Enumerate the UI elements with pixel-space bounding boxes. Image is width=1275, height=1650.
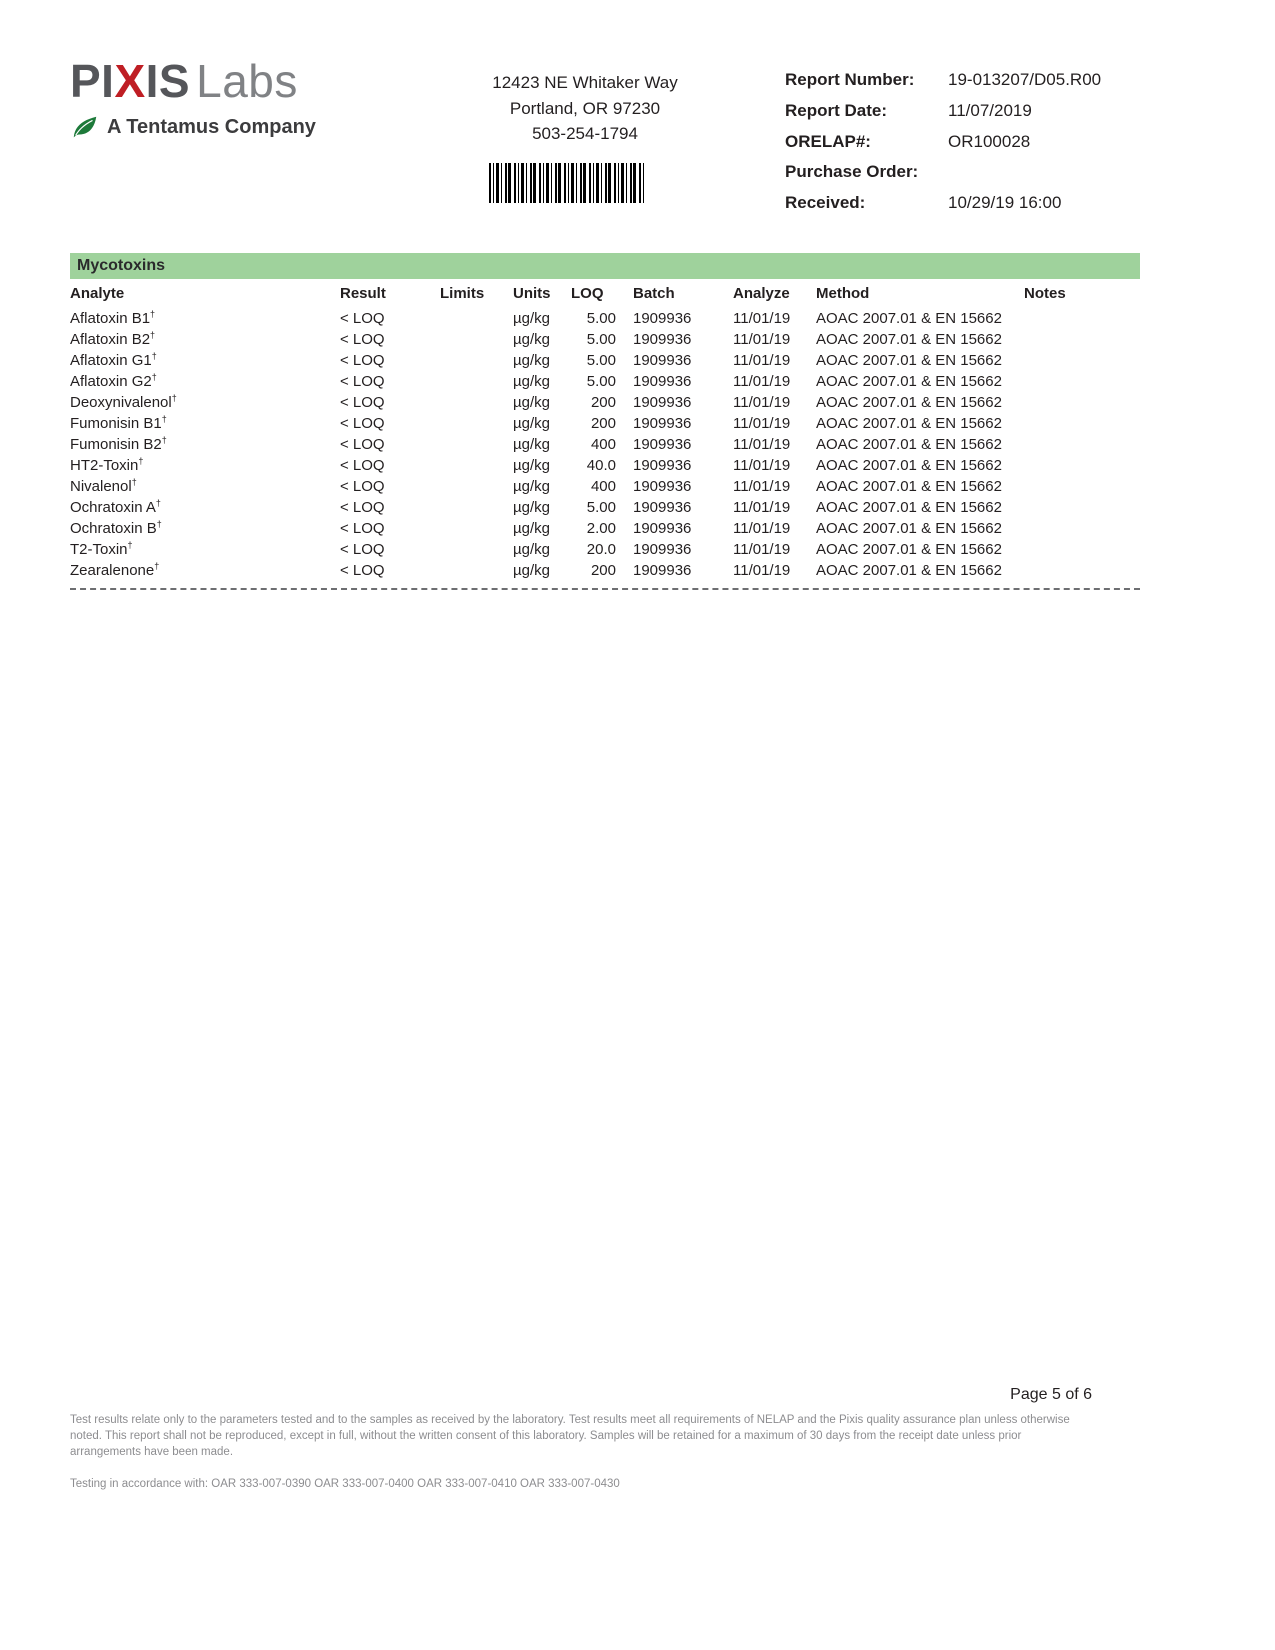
cell-batch: 1909936 [633,520,692,537]
received-value: 10/29/19 16:00 [948,193,1062,213]
col-header-limits: Limits [440,285,485,302]
cell-loq: 5.00 [586,310,616,327]
cell-units: µg/kg [513,499,550,516]
dagger-footnote-mark: † [161,435,167,445]
cell-loq: 5.00 [586,331,616,348]
cell-method: AOAC 2007.01 & EN 15662 [816,499,1002,516]
table-header-row [70,283,1140,308]
cell-result: < LOQ [340,520,385,537]
cell-analyte: Ochratoxin A† [70,498,161,516]
cell-notes [1006,371,1140,392]
cell-batch: 1909936 [633,415,692,432]
cell-units: µg/kg [513,541,550,558]
cell-analyze: 11/01/19 [733,499,791,516]
cell-analyte: Aflatoxin G1† [70,351,157,369]
cell-units: µg/kg [513,478,550,495]
cell-analyze: 11/01/19 [733,394,791,411]
section-title: Mycotoxins [77,257,166,274]
logo-text-pi: PI [70,55,115,107]
cell-method: AOAC 2007.01 & EN 15662 [816,520,1002,537]
cell-limits [440,518,513,539]
cell-batch: 1909936 [633,373,692,390]
cell-analyze: 11/01/19 [733,352,791,369]
orelap-label: ORELAP#: [785,131,871,151]
logo-text-is: IS [145,55,191,107]
cell-units: µg/kg [513,373,550,390]
table-row [70,497,1140,518]
cell-limits [440,560,513,581]
cell-analyze: 11/01/19 [733,415,791,432]
report-number-label: Report Number: [785,70,915,89]
cell-notes [1006,434,1140,455]
orelap-value: OR100028 [948,131,1031,151]
table-row [70,560,1140,581]
cell-loq: 200 [590,562,616,579]
cell-result: < LOQ [340,373,385,390]
section-title-bar [70,253,1140,279]
cell-loq: 400 [590,436,616,453]
cell-batch: 1909936 [633,541,692,558]
cell-units: µg/kg [513,520,550,537]
cell-limits [440,455,513,476]
cell-loq: 20.0 [586,541,616,558]
cell-analyte: Fumonisin B2† [70,435,167,453]
cell-units: µg/kg [513,394,550,411]
cell-limits [440,539,513,560]
received-label: Received: [785,193,866,213]
cell-notes [1006,413,1140,434]
cell-result: < LOQ [340,541,385,558]
cell-batch: 1909936 [633,436,692,453]
dagger-footnote-mark: † [150,330,156,340]
table-row [70,392,1140,413]
cell-analyze: 11/01/19 [733,520,791,537]
col-header-result: Result [340,285,386,302]
cell-loq: 40.0 [586,457,616,474]
cell-analyze: 11/01/19 [733,562,791,579]
cell-analyte: T2-Toxin† [70,540,133,558]
results-body [70,308,1140,581]
report-info-block [785,68,1205,215]
lab-address [430,70,740,147]
cell-limits [440,350,513,371]
logo-wordmark [70,55,370,107]
cell-analyte: Aflatoxin G2† [70,372,157,390]
cell-result: < LOQ [340,331,385,348]
cell-limits [440,371,513,392]
purchase-order-value [948,160,1205,184]
logo-tagline-text: A Tentamus Company [107,115,316,138]
dagger-footnote-mark: † [154,561,160,571]
cell-loq: 400 [590,478,616,495]
cell-method: AOAC 2007.01 & EN 15662 [816,352,1002,369]
table-row [70,476,1140,497]
cell-result: < LOQ [340,436,385,453]
cell-units: µg/kg [513,310,550,327]
leaf-icon [70,112,100,142]
dagger-footnote-mark: † [171,393,177,403]
cell-limits [440,434,513,455]
cell-analyte: Aflatoxin B1† [70,309,156,327]
cell-notes [1006,518,1140,539]
report-date-label: Report Date: [785,100,888,120]
col-header-analyze: Analyze [733,285,790,302]
dagger-footnote-mark: † [156,519,162,529]
cell-units: µg/kg [513,352,550,369]
col-header-notes: Notes [1024,285,1066,302]
dagger-footnote-mark: † [155,498,161,508]
cell-method: AOAC 2007.01 & EN 15662 [816,415,1002,432]
section-end-divider [70,588,1140,590]
cell-loq: 5.00 [586,352,616,369]
cell-analyze: 11/01/19 [733,436,791,453]
col-header-units: Units [513,285,551,302]
cell-batch: 1909936 [633,352,692,369]
cell-analyte: HT2-Toxin† [70,456,144,474]
cell-batch: 1909936 [633,331,692,348]
cell-notes [1006,392,1140,413]
table-row [70,350,1140,371]
cell-batch: 1909936 [633,478,692,495]
cell-analyze: 11/01/19 [733,478,791,495]
accordance-text: Testing in accordance with: OAR 333-007-0390 OAR 333-007-0400 OAR 333-007-0410 OAR 333-007-0430 [70,1478,620,1490]
cell-notes [1006,476,1140,497]
results-table [70,283,1140,581]
dagger-footnote-mark: † [131,477,137,487]
company-logo [70,55,370,142]
table-row [70,434,1140,455]
cell-analyte: Aflatoxin B2† [70,330,156,348]
cell-loq: 5.00 [586,499,616,516]
cell-units: µg/kg [513,436,550,453]
cell-loq: 2.00 [586,520,616,537]
cell-method: AOAC 2007.01 & EN 15662 [816,457,1002,474]
cell-batch: 1909936 [633,562,692,579]
cell-method: AOAC 2007.01 & EN 15662 [816,436,1002,453]
table-row [70,539,1140,560]
cell-notes [1006,308,1140,329]
cell-method: AOAC 2007.01 & EN 15662 [816,331,1002,348]
cell-result: < LOQ [340,478,385,495]
logo-text-x: X [114,55,146,107]
address-phone: 503-254-1794 [532,124,638,143]
cell-notes [1006,539,1140,560]
dagger-footnote-mark: † [151,351,157,361]
results-section [70,253,1140,590]
cell-limits [440,329,513,350]
cell-result: < LOQ [340,352,385,369]
cell-units: µg/kg [513,415,550,432]
address-line-1: 12423 NE Whitaker Way [492,73,678,92]
table-row [70,518,1140,539]
cell-method: AOAC 2007.01 & EN 15662 [816,562,1002,579]
dagger-footnote-mark: † [161,414,167,424]
report-number-value: 19-013207/D05.R00 [948,70,1102,89]
cell-limits [440,497,513,518]
cell-analyze: 11/01/19 [733,331,791,348]
cell-batch: 1909936 [633,310,692,327]
cell-result: < LOQ [340,310,385,327]
cell-units: µg/kg [513,331,550,348]
address-line-2: Portland, OR 97230 [509,98,661,118]
table-row [70,413,1140,434]
cell-units: µg/kg [513,457,550,474]
cell-analyte: Deoxynivalenol† [70,393,177,411]
cell-result: < LOQ [340,499,385,516]
cell-limits [440,308,513,329]
cell-analyze: 11/01/19 [733,457,791,474]
cell-batch: 1909936 [633,457,692,474]
dagger-footnote-mark: † [150,309,156,319]
cell-analyte: Zearalenone† [70,561,160,579]
cell-method: AOAC 2007.01 & EN 15662 [816,394,1002,411]
col-header-batch: Batch [633,285,675,302]
cell-loq: 200 [590,394,616,411]
table-row [70,455,1140,476]
col-header-method: Method [816,285,870,302]
cell-units: µg/kg [513,562,550,579]
cell-notes [1006,350,1140,371]
cell-analyze: 11/01/19 [733,541,791,558]
cell-limits [440,413,513,434]
report-date-value: 11/07/2019 [948,100,1032,120]
cell-method: AOAC 2007.01 & EN 15662 [816,310,1002,327]
cell-analyte: Ochratoxin B† [70,519,162,537]
dagger-footnote-mark: † [127,540,133,550]
cell-result: < LOQ [340,562,385,579]
cell-analyze: 11/01/19 [733,310,791,327]
cell-notes [1006,560,1140,581]
cell-analyte: Fumonisin B1† [70,414,167,432]
barcode-image [489,163,644,203]
cell-batch: 1909936 [633,394,692,411]
cell-result: < LOQ [340,394,385,411]
cell-limits [440,392,513,413]
cell-batch: 1909936 [633,499,692,516]
table-row [70,308,1140,329]
cell-analyte: Nivalenol† [70,477,137,495]
dagger-footnote-mark: † [138,456,144,466]
cell-method: AOAC 2007.01 & EN 15662 [816,478,1002,495]
table-row [70,371,1140,392]
cell-result: < LOQ [340,457,385,474]
cell-result: < LOQ [340,415,385,432]
purchase-order-label: Purchase Order: [785,162,919,182]
table-row [70,329,1140,350]
logo-tagline [70,112,370,142]
page-number: Page 5 of 6 [1010,1386,1092,1403]
cell-limits [440,476,513,497]
disclaimer-text: Test results relate only to the parameters tested and to the samples as received by the laboratory. Test results meet all requirements of NELAP and the Pixis quality assurance plan unless otherwise noted. This report shall not be reproduced, except in full, without the written consent of this laboratory. Samples will be retained for a maximum of 30 days from the receipt date unless prior arrangements have been made. [70,1414,1070,1459]
cell-notes [1006,497,1140,518]
col-header-loq: LOQ [571,285,604,302]
cell-analyze: 11/01/19 [733,373,791,390]
cell-loq: 5.00 [586,373,616,390]
cell-loq: 200 [590,415,616,432]
cell-method: AOAC 2007.01 & EN 15662 [816,373,1002,390]
logo-text-labs: Labs [196,55,298,107]
cell-notes [1006,329,1140,350]
cell-method: AOAC 2007.01 & EN 15662 [816,541,1002,558]
cell-notes [1006,455,1140,476]
dagger-footnote-mark: † [151,372,157,382]
col-header-analyte: Analyte [70,285,125,302]
